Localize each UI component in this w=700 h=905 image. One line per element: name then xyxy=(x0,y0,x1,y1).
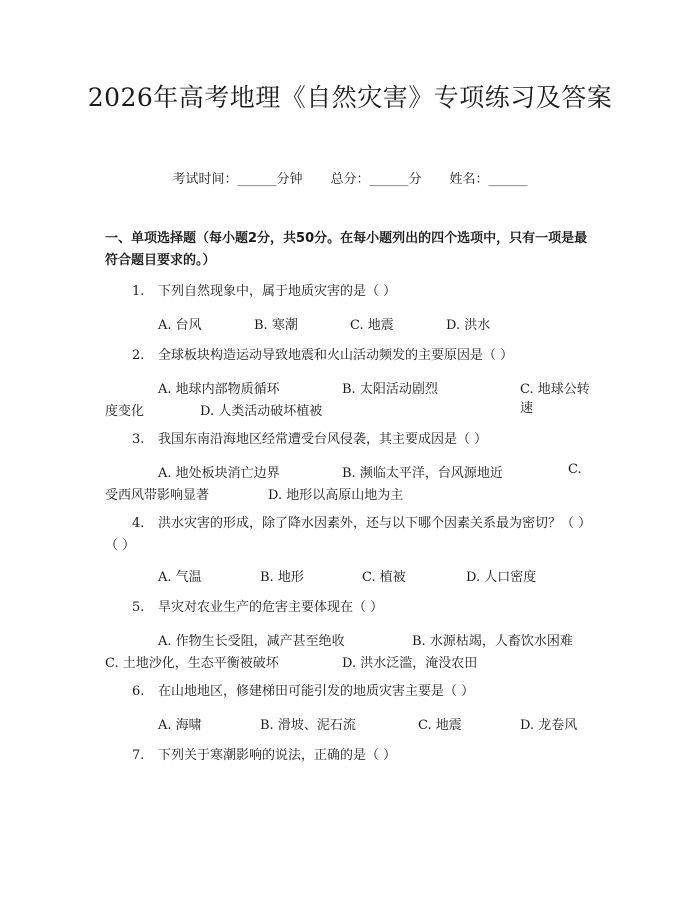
option-c: C. 地震 xyxy=(350,318,394,333)
option-c-part1: C. 地球公转速 xyxy=(520,382,590,416)
option-c: C. 植被 xyxy=(362,570,406,585)
question-number: 6. xyxy=(132,684,145,699)
option-a: A. 气温 xyxy=(158,570,202,585)
option-d: D. 龙卷风 xyxy=(520,718,578,733)
option-a: A. 海啸 xyxy=(158,718,202,733)
option-b: B. 地形 xyxy=(260,570,304,585)
question-number: 3. xyxy=(132,432,145,447)
option-c: C. 地震 xyxy=(418,718,462,733)
option-b: B. 濒临太平洋，台风源地近 xyxy=(342,466,503,481)
option-a: A. 地处板块消亡边界 xyxy=(158,466,280,481)
time-unit: 分钟 xyxy=(276,172,303,187)
option-b: B. 太阳活动剧烈 xyxy=(342,382,438,397)
question-number: 4. xyxy=(132,516,145,531)
question-7 xyxy=(132,746,396,766)
name-blank: ______ xyxy=(488,172,528,187)
question-text: 旱灾对农业生产的危害主要体现在（ ） xyxy=(158,600,384,615)
question-text: 下列自然现象中，属于地质灾害的是（ ） xyxy=(158,284,397,299)
section-heading: 一、单项选择题（每小题2分，共50分。在每小题列出的四个选项中，只有一项是最符合题目要求的。） xyxy=(105,231,588,268)
option-a: A. 作物生长受阻，减产甚至绝收 xyxy=(158,634,345,649)
question-number: 7. xyxy=(132,748,145,763)
time-blank: ______ xyxy=(237,172,277,187)
question-text: 洪水灾害的形成，除了降水因素外，还与以下哪个因素关系最为密切？（ ） xyxy=(158,516,592,531)
score-label: 总分： xyxy=(330,172,370,187)
option-d: D. 洪水 xyxy=(446,318,491,333)
option-a: A. 地球内部物质循环 xyxy=(158,382,280,397)
question-number: 2. xyxy=(132,348,145,363)
question-1 xyxy=(132,282,396,302)
option-d: D. 人口密度 xyxy=(466,570,537,585)
question-3 xyxy=(132,430,487,450)
exam-info xyxy=(0,168,700,187)
option-b: B. 水源枯竭，人畜饮水困难 xyxy=(412,634,573,649)
option-c-part1: C. xyxy=(568,462,582,477)
option-d: D. 人类活动破坏植被 xyxy=(200,404,323,419)
question-4 xyxy=(132,514,591,534)
question-text: 下列关于寒潮影响的说法，正确的是（ ） xyxy=(158,748,397,763)
score-blank: ______ xyxy=(369,172,409,187)
option-c-part2: 度变化 xyxy=(105,404,145,419)
question-text: 我国东南沿海地区经常遭受台风侵袭，其主要成因是（ ） xyxy=(158,432,488,447)
question-number: 5. xyxy=(132,600,145,615)
score-unit: 分 xyxy=(408,172,422,187)
question-text: 全球板块构造运动导致地震和火山活动频发的主要原因是（ ） xyxy=(158,348,514,363)
time-label: 考试时间： xyxy=(172,172,238,187)
option-b: B. 寒潮 xyxy=(254,318,298,333)
question-text: 在山地地区，修建梯田可能引发的地质灾害主要是（ ） xyxy=(158,684,475,699)
option-c-part2: 受西风带影响显著 xyxy=(105,488,210,503)
question-number: 1. xyxy=(132,284,145,299)
question-6 xyxy=(132,682,474,702)
name-label: 姓名： xyxy=(449,172,489,187)
option-b: B. 滑坡、泥石流 xyxy=(260,718,356,733)
question-4-paren: （ ） xyxy=(105,538,136,553)
question-5 xyxy=(132,598,383,618)
option-d: D. 洪水泛滥，淹没农田 xyxy=(342,656,478,671)
option-a: A. 台风 xyxy=(158,318,202,333)
option-d: D. 地形以高原山地为主 xyxy=(268,488,404,503)
question-2 xyxy=(132,346,513,366)
option-c: C. 土地沙化，生态平衡被破坏 xyxy=(105,656,279,671)
page-title: 2026年高考地理《自然灾害》专项练习及答案 xyxy=(87,83,613,112)
